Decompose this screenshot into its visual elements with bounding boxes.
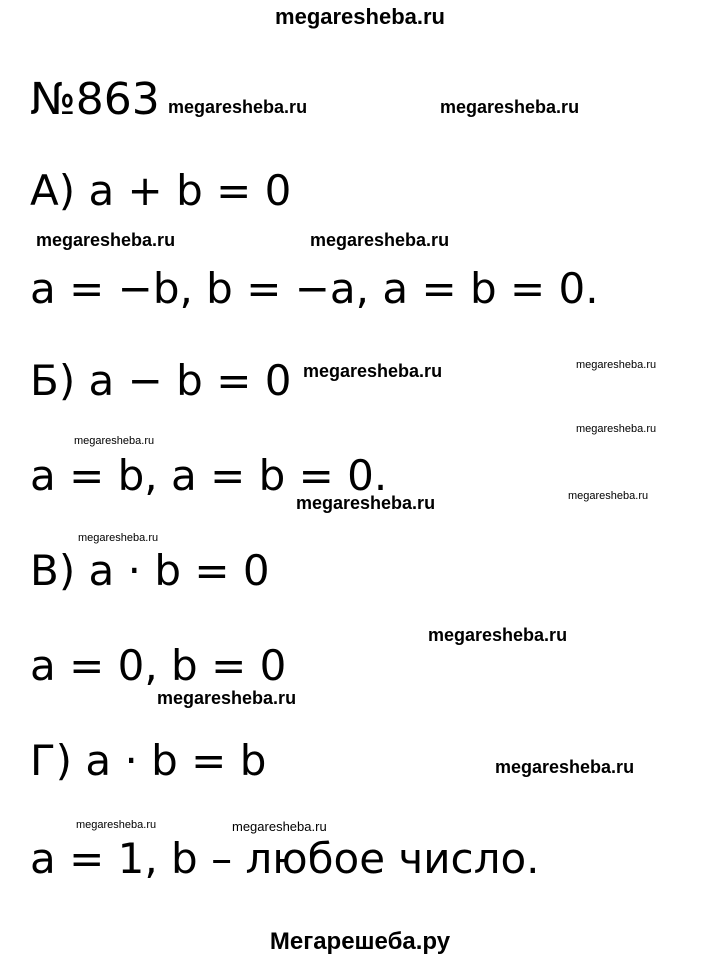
- watermark: megaresheba.ru: [36, 230, 176, 250]
- part-g-equation: Г) a · b = b: [30, 736, 267, 785]
- part-a-solution: a = −b, b = −a, a = b = 0.: [30, 264, 599, 313]
- footer-watermark: Мегарешеба.ру: [269, 928, 451, 955]
- watermark: megaresheba.ru: [78, 532, 159, 544]
- watermark: megaresheba.ru: [296, 493, 436, 513]
- header-watermark: megaresheba.ru: [275, 4, 445, 29]
- part-v-solution: a = 0, b = 0: [30, 641, 287, 690]
- part-a-equation: А) a + b = 0: [30, 166, 292, 215]
- watermark: megaresheba.ru: [76, 819, 157, 831]
- watermark: megaresheba.ru: [428, 625, 568, 645]
- watermark: megaresheba.ru: [310, 230, 450, 250]
- watermark: megaresheba.ru: [440, 97, 580, 117]
- watermark: megaresheba.ru: [576, 423, 657, 435]
- watermark: megaresheba.ru: [576, 359, 657, 371]
- watermark: megaresheba.ru: [495, 757, 635, 777]
- watermark: megaresheba.ru: [168, 97, 308, 117]
- part-b-solution: a = b, a = b = 0.: [30, 451, 388, 500]
- part-g-solution: a = 1, b – любое число.: [30, 834, 540, 883]
- watermark: megaresheba.ru: [232, 819, 327, 834]
- watermark: megaresheba.ru: [303, 361, 443, 381]
- watermark: megaresheba.ru: [74, 435, 155, 447]
- part-b-equation: Б) a − b = 0: [30, 356, 292, 405]
- part-v-equation: В) a · b = 0: [30, 546, 270, 595]
- watermark: megaresheba.ru: [568, 490, 649, 502]
- watermark: megaresheba.ru: [157, 688, 297, 708]
- problem-number: №863: [30, 74, 160, 125]
